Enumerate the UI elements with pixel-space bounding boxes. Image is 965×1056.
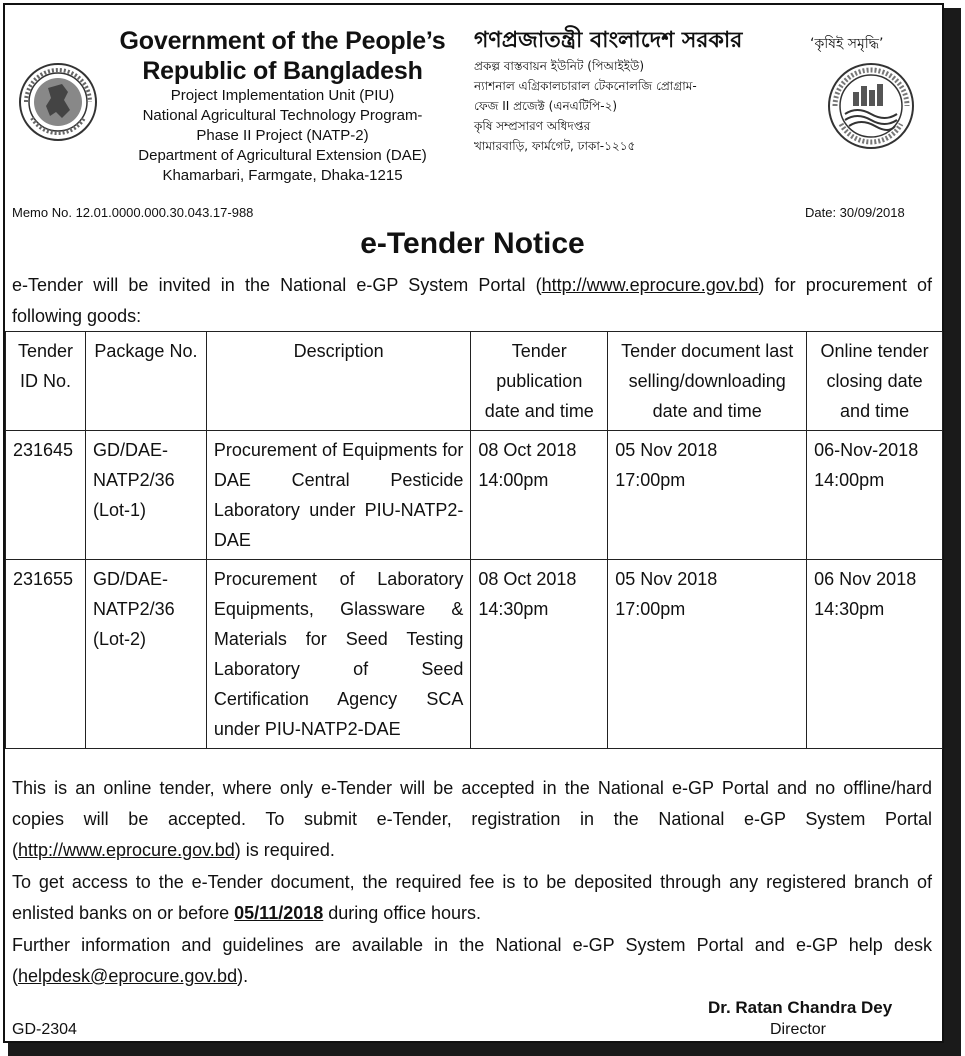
paragraph-text: To get access to the e-Tender document, the required fee is to be deposited through any registered branch of enlisted banks on or before [12, 872, 932, 923]
english-letterhead [110, 26, 455, 186]
government-seal-icon [18, 62, 98, 142]
english-subline: Phase II Project (NATP-2) [196, 127, 369, 144]
eprocure-link[interactable]: http://www.eprocure.gov.bd [541, 275, 759, 295]
column-header-closing: Online tender closing date and time [807, 332, 943, 431]
tender-id-cell: 231645 [6, 431, 86, 560]
column-header-package: Package No. [85, 332, 206, 431]
motto: ‘কৃষিই সমৃদ্ধি’ [810, 36, 884, 52]
closing-cell [807, 560, 943, 749]
intro-text: ) for procurement of following goods: [12, 275, 933, 326]
table-row [6, 560, 943, 749]
bangla-subline: ফেজ II প্রজেক্ট (এনএটিপি-২) [474, 99, 618, 113]
bangla-subline: প্রকল্প বাস্তবায়ন ইউনিট (পিআইইউ) [474, 59, 645, 73]
bangla-subline: খামারবাড়ি, ফার্মগেট, ঢাকা-১২১৫ [474, 139, 636, 153]
helpdesk-email-link[interactable]: helpdesk@eprocure.gov.bd [18, 966, 238, 986]
package-cell: GD/DAE-NATP2/36 (Lot-1) [85, 431, 206, 560]
closing-cell [807, 431, 943, 560]
publication-date: 08 Oct 2018 [478, 569, 577, 589]
closing-date: 06 Nov 2018 [814, 569, 917, 589]
dae-logo-icon [827, 62, 915, 150]
publication-time: 14:30pm [478, 599, 549, 619]
selling-time: 17:00pm [615, 470, 686, 490]
selling-time: 17:00pm [615, 599, 686, 619]
column-header-selling: Tender document last selling/downloading date and time [608, 332, 807, 431]
fee-paragraph [12, 867, 932, 929]
helpdesk-paragraph [12, 930, 932, 992]
signatory-title: Director [770, 1021, 827, 1038]
tender-table [5, 331, 943, 749]
bangla-subline: কৃষি সম্প্রসারণ অধিদপ্তর [474, 119, 591, 133]
notice-date: Date: 30/09/2018 [805, 205, 905, 220]
paragraph-text: Further information and guidelines are available in the National e-GP System Portal and e-GP help desk ( [12, 935, 932, 986]
table-row [6, 431, 943, 560]
publication-date: 08 Oct 2018 [478, 440, 577, 460]
selling-date: 05 Nov 2018 [615, 569, 718, 589]
intro-text: e-Tender will be invited in the National e-GP System Portal ( [12, 275, 542, 295]
package-cell: GD/DAE-NATP2/36 (Lot-2) [85, 560, 206, 749]
closing-date: 06-Nov-2018 [814, 440, 919, 460]
paragraph-text: This is an online tender, where only e-Tender will be accepted in the National e-GP Portal and no offline/hard copies will be accepted. To submit e-Tender, registration in the National e-GP System Portal ( [12, 778, 932, 860]
selling-cell [608, 431, 807, 560]
publication-cell [471, 560, 608, 749]
online-tender-paragraph [12, 773, 932, 866]
page-edge-shadow-bottom [8, 1043, 961, 1056]
bangla-subline: ন্যাশনাল এগ্রিকালচারাল টেকনোলজি প্রোগ্রাম- [474, 79, 697, 93]
signatory-name: Dr. Ratan Chandra Dey [708, 998, 893, 1017]
bangla-title: গণপ্রজাতন্ত্রী বাংলাদেশ সরকার [474, 28, 743, 53]
page-edge-shadow [944, 8, 961, 1048]
paragraph-text: ). [237, 966, 249, 986]
english-subline: Project Implementation Unit (PIU) [170, 87, 395, 104]
selling-date: 05 Nov 2018 [615, 440, 718, 460]
gd-number: GD-2304 [12, 1021, 77, 1038]
closing-time: 14:00pm [814, 470, 885, 490]
page-title: e-Tender Notice [360, 227, 585, 260]
memo-number: Memo No. 12.01.0000.000.30.043.17-988 [12, 205, 254, 220]
publication-time: 14:00pm [478, 470, 549, 490]
column-header-publication: Tender publication date and time [471, 332, 608, 431]
paragraph-text: ) is required. [234, 840, 335, 860]
publication-cell [471, 431, 608, 560]
tender-id-cell: 231655 [6, 560, 86, 749]
closing-time: 14:30pm [814, 599, 885, 619]
english-title-line1: Government of the People’s [119, 27, 446, 55]
description-cell: Procurement of Equipments for DAE Central Pesticide Laboratory under PIU-NATP2-DAE [206, 431, 470, 560]
column-header-tender-id: Tender ID No. [6, 332, 86, 431]
column-header-description: Description [206, 332, 470, 431]
english-title-line2: Republic of Bangladesh [142, 57, 423, 85]
table-header-row [6, 332, 943, 431]
deadline-date: 05/11/2018 [234, 903, 324, 923]
intro-paragraph [12, 270, 932, 332]
english-subline: Khamarbari, Farmgate, Dhaka-1215 [162, 167, 403, 184]
bangla-letterhead [474, 26, 804, 156]
selling-cell [608, 560, 807, 749]
description-cell: Procurement of Laboratory Equipments, Glassware & Materials for Seed Testing Laboratory of Seed Certification Agency SCA under PIU-NATP2-DAE [206, 560, 470, 749]
eprocure-link[interactable]: http://www.eprocure.gov.bd [18, 840, 235, 860]
paragraph-text: during office hours. [323, 903, 482, 923]
english-subline: Department of Agricultural Extension (DAE) [138, 147, 427, 164]
english-subline: National Agricultural Technology Program- [142, 107, 423, 124]
